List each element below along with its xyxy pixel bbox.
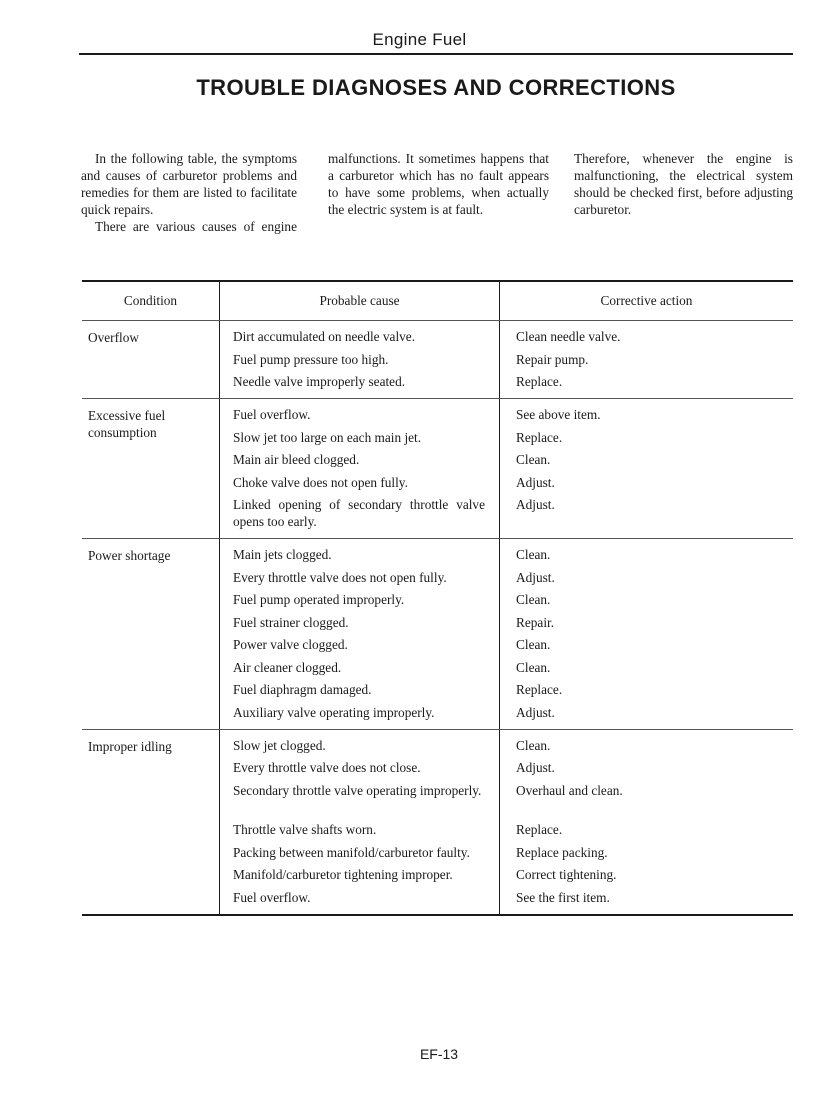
cause-item: Fuel strainer clogged. — [233, 614, 349, 630]
header-rule — [79, 53, 793, 55]
page-number: EF-13 — [419, 1046, 459, 1062]
action-item: Adjust. — [516, 474, 555, 490]
column-header-corrective-action: Corrective action — [499, 282, 793, 320]
action-item: See the first item. — [516, 889, 610, 905]
corrective-action-cell — [499, 399, 793, 538]
intro-column-1 — [81, 150, 297, 235]
cause-item: Fuel pump operated improperly. — [233, 592, 405, 607]
intro-paragraph: There are various causes of engine — [95, 219, 297, 234]
action-item: Clean. — [516, 592, 551, 607]
cause-item: Fuel overflow. — [233, 889, 311, 905]
cause-item: Every throttle valve does not open fully. — [233, 569, 447, 585]
action-item: Adjust. — [516, 704, 555, 720]
cause-item: Fuel diaphragm damaged. — [233, 682, 372, 697]
probable-cause-cell — [219, 321, 499, 398]
page-title: TROUBLE DIAGNOSES AND CORRECTIONS — [196, 75, 676, 100]
intro-column-3 — [574, 150, 793, 218]
cause-item: Fuel overflow. — [233, 407, 311, 422]
cause-item: Air cleaner clogged. — [233, 659, 342, 675]
probable-cause-cell — [219, 730, 499, 914]
action-item: Replace packing. — [516, 844, 608, 860]
cause-item: Slow jet too large on each main jet. — [233, 429, 422, 445]
cause-item: Slow jet clogged. — [233, 737, 326, 753]
table-body — [82, 321, 793, 916]
action-item: Clean. — [516, 737, 551, 753]
cause-item: Main jets clogged. — [233, 547, 332, 562]
action-item: Adjust. — [516, 497, 555, 512]
cause-item: Auxiliary valve operating improperly. — [233, 704, 435, 720]
action-item: See above item. — [516, 407, 601, 422]
corrective-action-cell — [499, 321, 793, 398]
cause-item: Secondary throttle valve operating improperly. — [233, 782, 482, 798]
table-row-group — [82, 321, 793, 399]
condition-cell: Overflow — [88, 330, 139, 345]
corrective-action-cell — [499, 730, 793, 914]
column-header-probable-cause: Probable cause — [219, 282, 499, 320]
column-header-condition: Condition — [123, 293, 178, 308]
cause-item: Choke valve does not open fully. — [233, 474, 408, 490]
action-item: Adjust. — [516, 569, 555, 585]
intro-column-2 — [328, 150, 549, 218]
cause-item: Throttle valve shafts worn. — [233, 822, 377, 837]
cause-item: Fuel pump pressure too high. — [233, 351, 389, 367]
cause-item: Packing between manifold/carburetor faulty. — [233, 844, 470, 860]
probable-cause-cell — [219, 539, 499, 729]
cause-item: Needle valve improperly seated. — [233, 374, 406, 389]
action-item: Repair pump. — [516, 351, 589, 367]
cause-item: Linked opening of secondary throttle valve opens too early. — [233, 497, 485, 529]
table-row-group — [82, 730, 793, 916]
intro-paragraph: Therefore, whenever the engine is malfunctioning, the electrical system should be checked first, before adjusting carburetor. — [574, 151, 793, 217]
corrective-action-cell — [499, 539, 793, 729]
cause-item: Dirt accumulated on needle valve. — [233, 329, 416, 344]
action-item: Clean. — [516, 637, 551, 652]
action-item: Replace. — [516, 374, 563, 389]
action-item: Adjust. — [516, 760, 555, 775]
action-item: Replace. — [516, 429, 563, 445]
cause-item: Power valve clogged. — [233, 637, 348, 652]
intro-paragraph: malfunctions. It sometimes happens that a carburetor which has no fault appears to have some problems, when actually the electric system is at fault. — [328, 151, 549, 217]
action-item: Clean. — [516, 659, 551, 675]
cause-item: Every throttle valve does not close. — [233, 760, 421, 775]
table-row-group — [82, 399, 793, 539]
probable-cause-cell — [219, 399, 499, 538]
condition-cell: Excessive fuel consumption — [88, 408, 166, 440]
table-row-group — [82, 539, 793, 730]
action-item: Clean. — [516, 547, 551, 562]
troubleshooting-table — [82, 280, 793, 916]
condition-cell: Power shortage — [88, 548, 171, 563]
cause-item: Manifold/carburetor tightening improper. — [233, 867, 453, 882]
cause-item: Main air bleed clogged. — [233, 452, 360, 467]
action-item: Clean needle valve. — [516, 329, 621, 344]
action-item: Repair. — [516, 614, 555, 630]
action-item: Overhaul and clean. — [516, 782, 623, 798]
table-header-row — [82, 282, 793, 321]
action-item: Replace. — [516, 822, 563, 837]
intro-paragraph: In the following table, the symptoms and causes of carburetor problems and remedies for them are listed to facilitate quick repairs. — [81, 151, 297, 217]
section-header: Engine Fuel — [372, 30, 467, 49]
action-item: Correct tightening. — [516, 867, 617, 882]
condition-cell: Improper idling — [88, 738, 172, 754]
action-item: Replace. — [516, 682, 563, 697]
action-item: Clean. — [516, 452, 551, 467]
